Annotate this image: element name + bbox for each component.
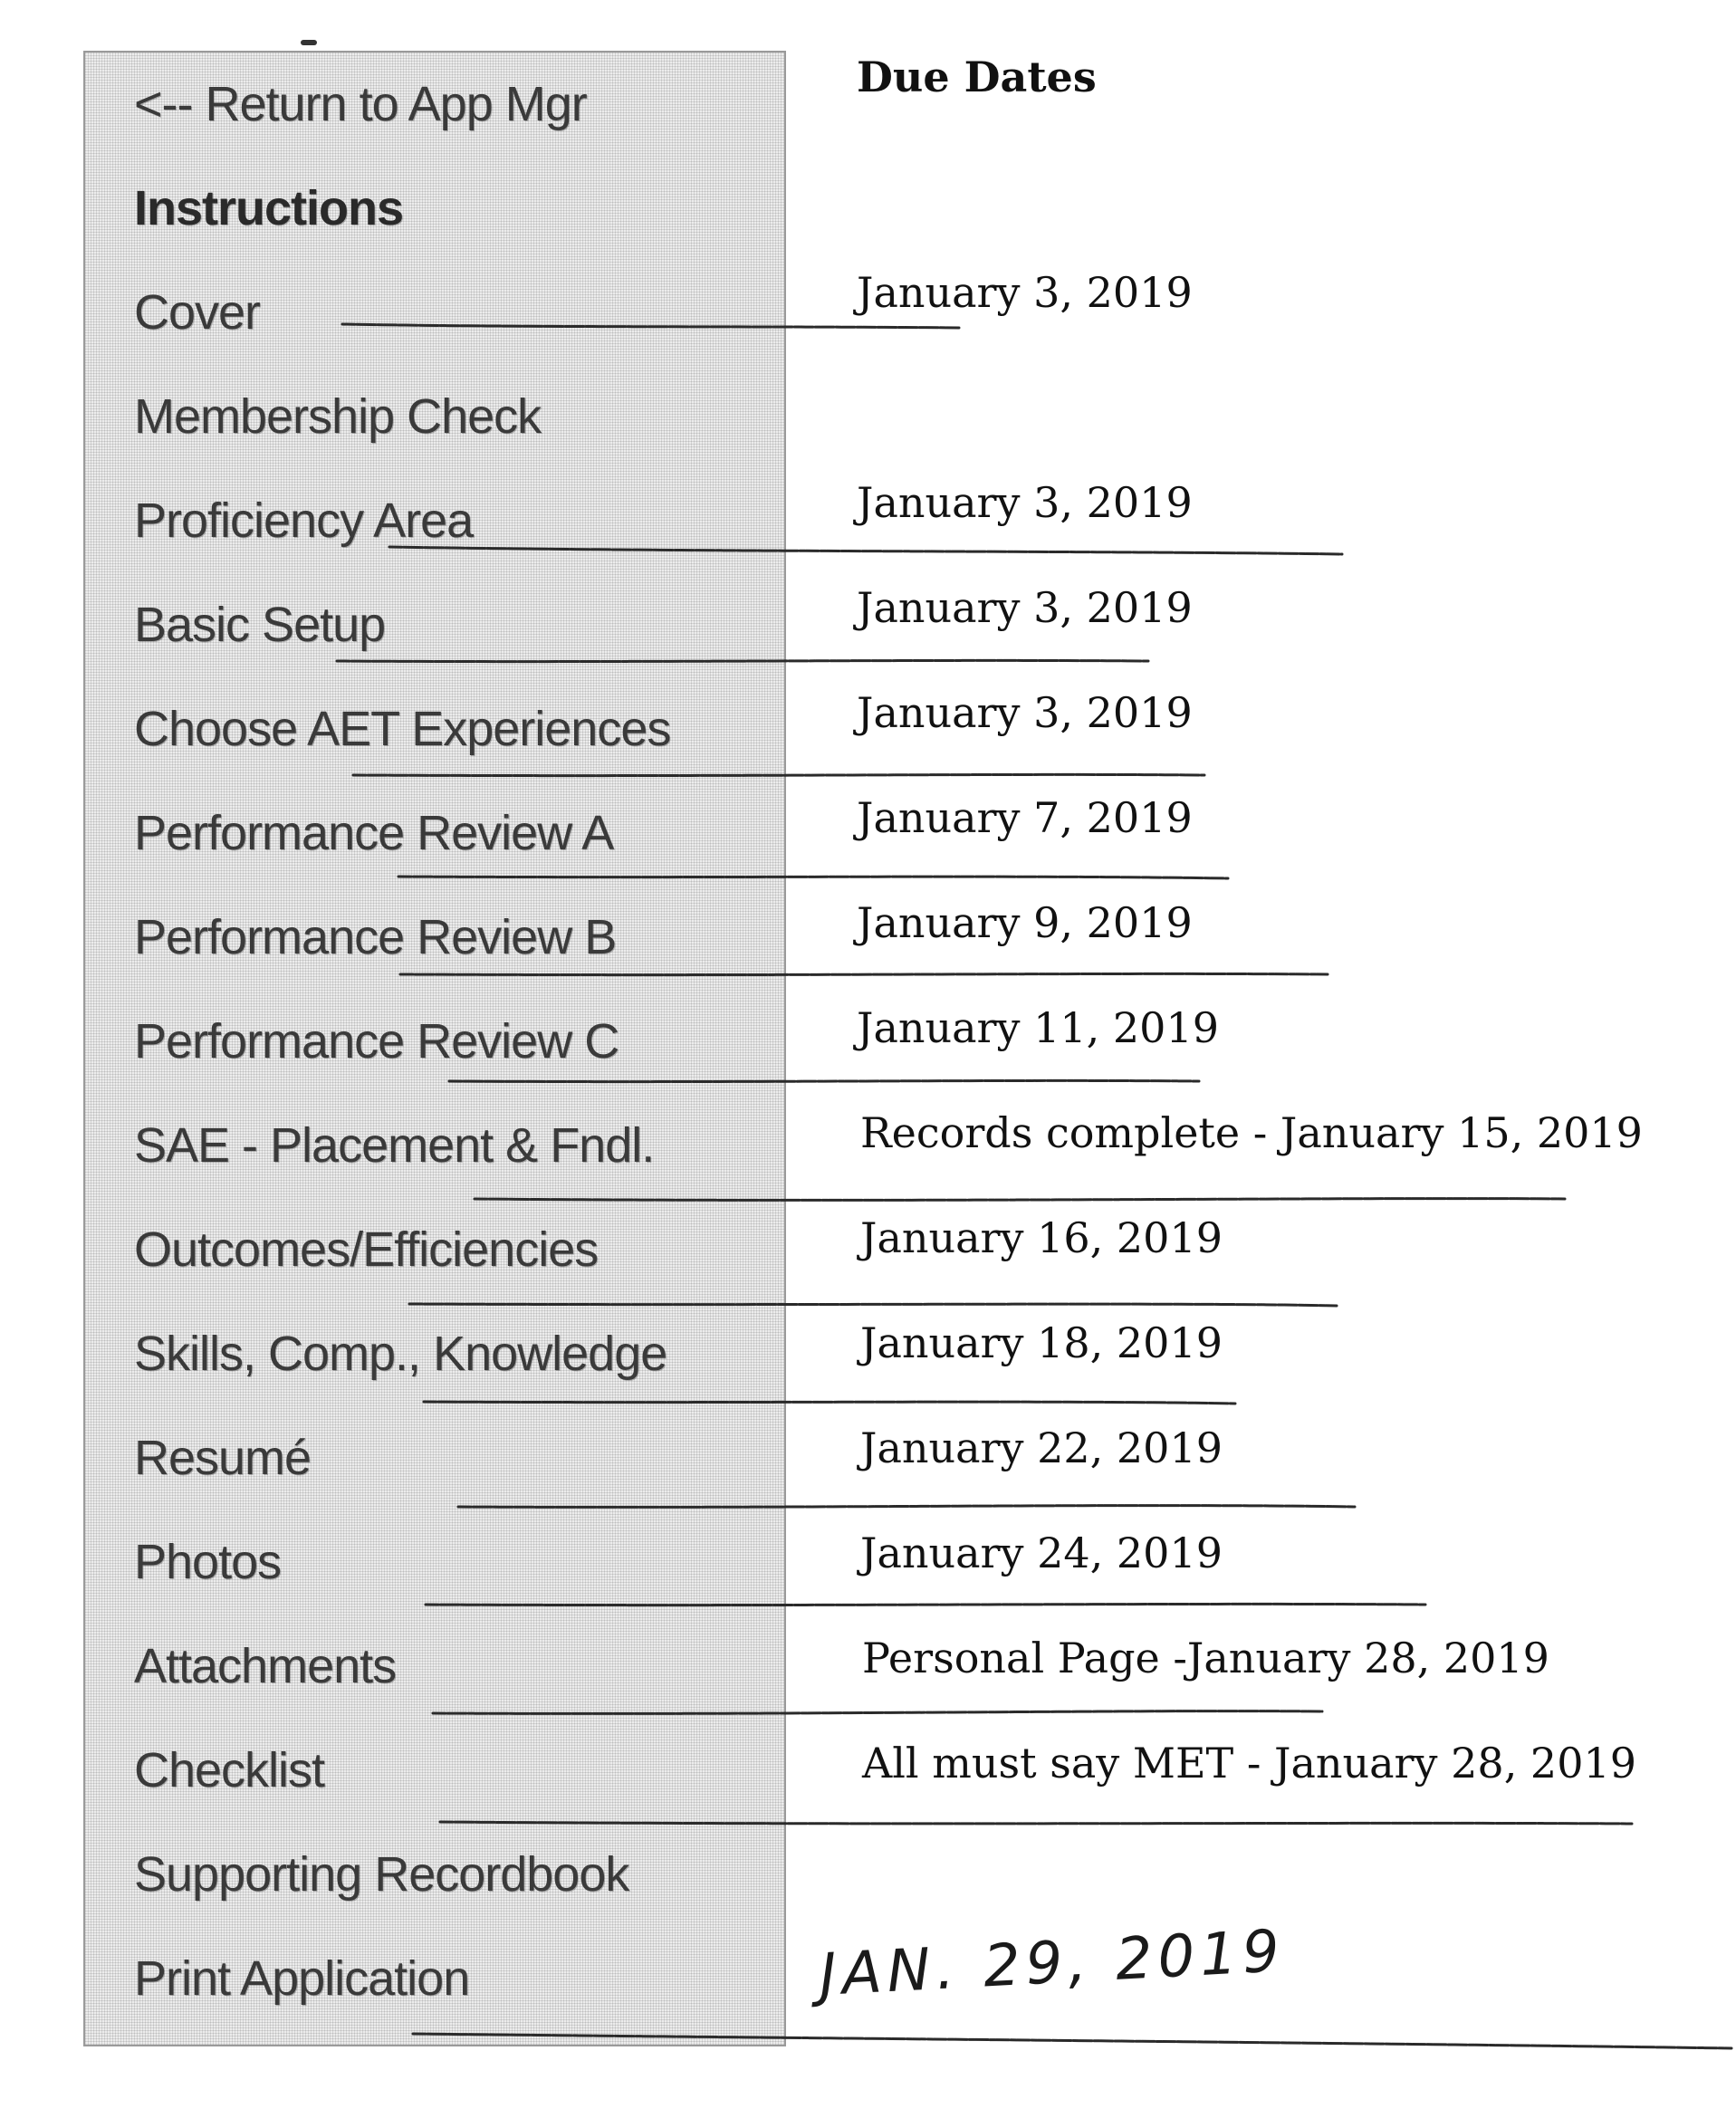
menu-item-choose-aet-experiences[interactable]: Choose AET Experiences	[134, 702, 671, 756]
due-date-review-b: January 9, 2019	[857, 898, 1193, 947]
menu-item-return-to-app-mgr[interactable]: <-- Return to App Mgr	[134, 77, 587, 131]
menu-item-membership-check[interactable]: Membership Check	[134, 389, 542, 444]
menu-item-basic-setup[interactable]: Basic Setup	[134, 598, 386, 652]
due-date-basic-setup: January 3, 2019	[857, 583, 1193, 632]
menu-item-sae-placement[interactable]: SAE - Placement & Fndl.	[134, 1118, 655, 1173]
due-date-sae: Records complete - January 15, 2019	[860, 1108, 1643, 1157]
due-date-resume: January 22, 2019	[860, 1423, 1223, 1472]
menu-item-performance-review-c[interactable]: Performance Review C	[134, 1014, 619, 1069]
due-date-attachments: Personal Page -January 28, 2019	[862, 1634, 1549, 1682]
due-date-review-a: January 7, 2019	[857, 793, 1193, 842]
menu-item-print-application[interactable]: Print Application	[134, 1951, 470, 2006]
menu-item-resume[interactable]: Resumé	[134, 1431, 312, 1485]
menu-item-instructions[interactable]: Instructions	[134, 181, 404, 235]
due-date-proficiency-area: January 3, 2019	[857, 478, 1193, 527]
menu-item-cover[interactable]: Cover	[134, 285, 261, 340]
due-date-photos: January 24, 2019	[860, 1529, 1223, 1577]
scan-mark	[301, 40, 317, 45]
menu-item-supporting-recordbook[interactable]: Supporting Recordbook	[134, 1847, 629, 1902]
menu-item-attachments[interactable]: Attachments	[134, 1639, 397, 1693]
due-date-skills: January 18, 2019	[860, 1318, 1223, 1367]
menu-item-checklist[interactable]: Checklist	[134, 1743, 325, 1797]
menu-item-photos[interactable]: Photos	[134, 1535, 282, 1589]
menu-item-proficiency-area[interactable]: Proficiency Area	[134, 494, 474, 548]
due-dates-heading: Due Dates	[857, 53, 1097, 101]
due-date-cover: January 3, 2019	[857, 268, 1193, 317]
due-date-review-c: January 11, 2019	[857, 1003, 1219, 1052]
due-date-choose-aet: January 3, 2019	[857, 688, 1193, 737]
app-navigation-menu	[83, 51, 786, 2046]
due-date-checklist: All must say MET - January 28, 2019	[862, 1739, 1636, 1787]
due-date-outcomes: January 16, 2019	[860, 1213, 1223, 1262]
handwritten-print-date: JAN. 29, 2019	[818, 1918, 1287, 2009]
menu-item-skills-comp-knowledge[interactable]: Skills, Comp., Knowledge	[134, 1327, 667, 1381]
menu-item-performance-review-b[interactable]: Performance Review B	[134, 910, 617, 964]
menu-item-outcomes-efficiencies[interactable]: Outcomes/Efficiencies	[134, 1222, 599, 1277]
menu-item-performance-review-a[interactable]: Performance Review A	[134, 806, 614, 860]
